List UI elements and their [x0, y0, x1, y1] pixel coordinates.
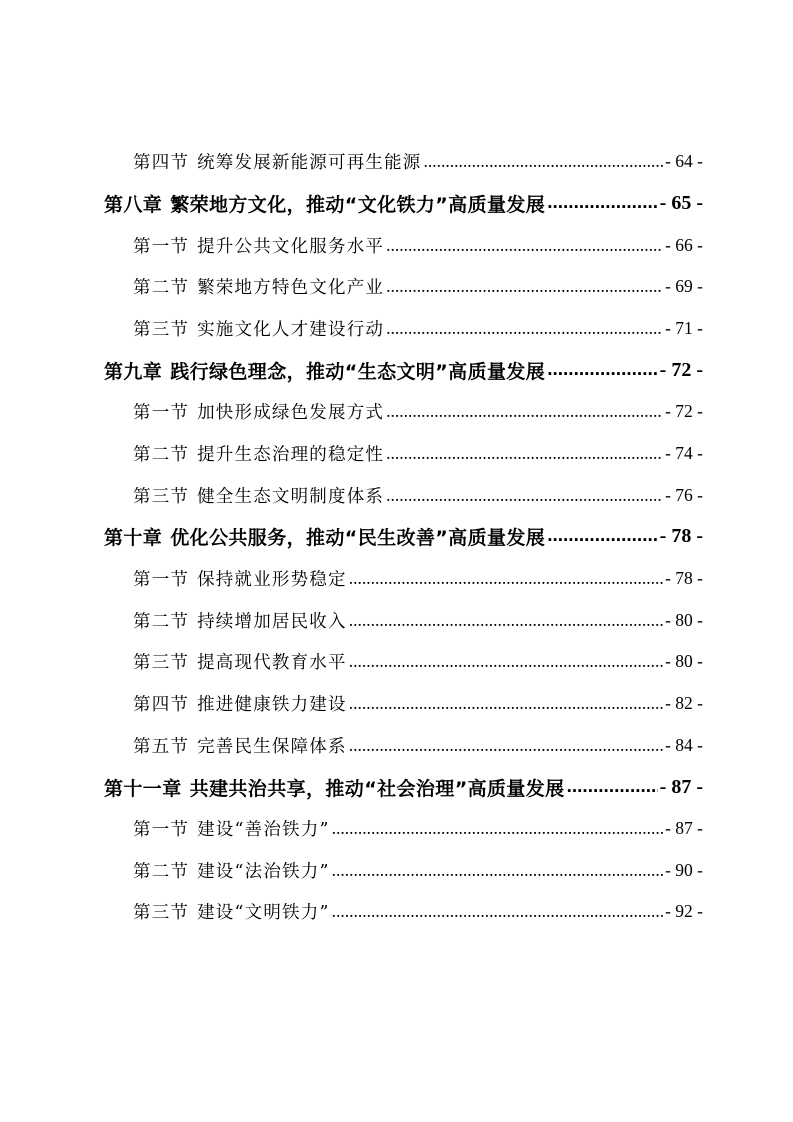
- toc-entry-title: 提升公共文化服务水平: [197, 236, 385, 257]
- dot-leader: [349, 568, 663, 589]
- toc-entry-page: - 87 -: [659, 775, 703, 798]
- dot-leader: [386, 485, 663, 506]
- toc-entry-page: - 64 -: [665, 150, 703, 171]
- toc-entry-title: 提升生态治理的稳定性: [197, 444, 385, 465]
- toc-entry-title: 建设“善治铁力”: [197, 819, 330, 840]
- toc-entry-label: [133, 274, 384, 299]
- toc-entry-title: 建设“法治铁力”: [197, 861, 330, 882]
- toc-entry-number: 第四节: [133, 152, 190, 173]
- dot-leader: [424, 151, 664, 172]
- toc-entry-label: [104, 774, 565, 801]
- toc-chapter-entry[interactable]: [104, 519, 703, 553]
- dot-leader: [386, 443, 663, 464]
- toc-entry[interactable]: [133, 853, 703, 887]
- toc-entry-page: - 71 -: [665, 317, 703, 338]
- toc-entry-number: 第十章: [104, 526, 163, 549]
- toc-entry-label: [104, 357, 545, 384]
- toc-chapter-entry[interactable]: [104, 353, 703, 387]
- toc-entry-page: - 69 -: [665, 275, 703, 296]
- toc-entry-label: [104, 523, 545, 550]
- dot-leader: [349, 651, 663, 672]
- toc-entry[interactable]: [133, 686, 703, 720]
- toc-entry-label: [133, 441, 384, 466]
- toc-entry[interactable]: [133, 311, 703, 345]
- dot-leader: [349, 610, 663, 631]
- toc-entry-page: - 78 -: [665, 567, 703, 588]
- dot-leader: [547, 359, 657, 381]
- toc-entry-label: [133, 233, 384, 258]
- dot-leader: [386, 318, 663, 339]
- toc-entry-label: [133, 858, 330, 883]
- dot-leader: [386, 235, 663, 256]
- toc-entry-title: 推进健康铁力建设: [197, 694, 347, 715]
- toc-entry-number: 第九章: [104, 360, 163, 383]
- toc-entry-label: [104, 190, 545, 217]
- toc-entry-title: 繁荣地方文化，推动“文化铁力”高质量发展: [170, 193, 546, 216]
- toc-entry-number: 第二节: [133, 277, 190, 298]
- dot-leader: [386, 276, 663, 297]
- toc-entry-page: - 90 -: [665, 859, 703, 880]
- toc-entry-page: - 87 -: [665, 817, 703, 838]
- toc-entry-page: - 84 -: [665, 734, 703, 755]
- toc-entry[interactable]: [133, 394, 703, 428]
- dot-leader: [547, 525, 657, 547]
- toc-entry-label: [133, 399, 384, 424]
- toc-entry-label: [133, 691, 347, 716]
- toc-entry-number: 第三节: [133, 319, 190, 340]
- toc-entry-label: [133, 649, 347, 674]
- toc-entry-title: 繁荣地方特色文化产业: [197, 277, 385, 298]
- dot-leader: [567, 776, 658, 798]
- toc-entry[interactable]: [133, 436, 703, 470]
- toc-entry-number: 第二节: [133, 611, 190, 632]
- toc-entry[interactable]: [133, 561, 703, 595]
- toc-entry[interactable]: [133, 894, 703, 928]
- toc-entry[interactable]: [133, 603, 703, 637]
- toc-entry-page: - 66 -: [665, 234, 703, 255]
- toc-entry-number: 第一节: [133, 402, 190, 423]
- toc-entry-number: 第四节: [133, 694, 190, 715]
- toc-entry[interactable]: [133, 228, 703, 262]
- toc-entry[interactable]: [133, 478, 703, 512]
- toc-entry-label: [133, 608, 347, 633]
- dot-leader: [547, 192, 657, 214]
- toc-chapter-entry[interactable]: [104, 770, 703, 804]
- dot-leader: [332, 860, 663, 881]
- toc-entry-label: [133, 483, 384, 508]
- toc-entry-number: 第一节: [133, 236, 190, 257]
- toc-entry-page: - 72 -: [665, 400, 703, 421]
- toc-entry-label: [133, 733, 347, 758]
- toc-entry[interactable]: [133, 269, 703, 303]
- toc-entry-page: - 72 -: [659, 358, 703, 381]
- dot-leader: [349, 735, 663, 756]
- toc-entry-number: 第三节: [133, 902, 190, 923]
- toc-entry-title: 共建共治共享，推动“社会治理”高质量发展: [189, 777, 565, 800]
- toc-chapter-entry[interactable]: [104, 186, 703, 220]
- toc-entry-label: [133, 899, 330, 924]
- dot-leader: [386, 401, 663, 422]
- toc-entry-label: [133, 316, 384, 341]
- toc-entry-number: 第三节: [133, 486, 190, 507]
- toc-entry-title: 优化公共服务，推动“民生改善”高质量发展: [170, 526, 546, 549]
- toc-entry-title: 健全生态文明制度体系: [197, 486, 385, 507]
- toc-entry-page: - 76 -: [665, 484, 703, 505]
- toc-entry-title: 加快形成绿色发展方式: [197, 402, 385, 423]
- toc-entry-number: 第八章: [104, 193, 163, 216]
- toc-entry-label: [133, 149, 422, 174]
- toc-entry-page: - 65 -: [659, 191, 703, 214]
- toc-entry-number: 第一节: [133, 569, 190, 590]
- toc-entry-title: 完善民生保障体系: [197, 736, 347, 757]
- toc-entry-page: - 80 -: [665, 650, 703, 671]
- toc-entry[interactable]: [133, 644, 703, 678]
- toc-entry[interactable]: [133, 811, 703, 845]
- toc-entry-page: - 82 -: [665, 692, 703, 713]
- toc-entry-label: [133, 566, 347, 591]
- toc-entry-page: - 80 -: [665, 609, 703, 630]
- toc-entry-title: 持续增加居民收入: [197, 611, 347, 632]
- toc-entry-page: - 74 -: [665, 442, 703, 463]
- toc-entry-number: 第一节: [133, 819, 190, 840]
- toc-entry-page: - 78 -: [659, 524, 703, 547]
- dot-leader: [349, 693, 663, 714]
- toc-entry[interactable]: [133, 728, 703, 762]
- dot-leader: [332, 818, 663, 839]
- toc-entry-number: 第五节: [133, 736, 190, 757]
- toc-entry-number: 第三节: [133, 652, 190, 673]
- toc-entry[interactable]: [133, 144, 703, 178]
- toc-entry-title: 践行绿色理念，推动“生态文明”高质量发展: [170, 360, 546, 383]
- dot-leader: [332, 901, 663, 922]
- toc-entry-title: 提高现代教育水平: [197, 652, 347, 673]
- toc-entry-title: 保持就业形势稳定: [197, 569, 347, 590]
- toc-entry-number: 第二节: [133, 444, 190, 465]
- toc-entry-number: 第十一章: [104, 777, 182, 800]
- toc-entry-label: [133, 816, 330, 841]
- toc-entry-title: 建设“文明铁力”: [197, 902, 330, 923]
- toc-entry-title: 实施文化人才建设行动: [197, 319, 385, 340]
- toc-entry-page: - 92 -: [665, 900, 703, 921]
- toc-entry-title: 统筹发展新能源可再生能源: [197, 152, 422, 173]
- toc-entry-number: 第二节: [133, 861, 190, 882]
